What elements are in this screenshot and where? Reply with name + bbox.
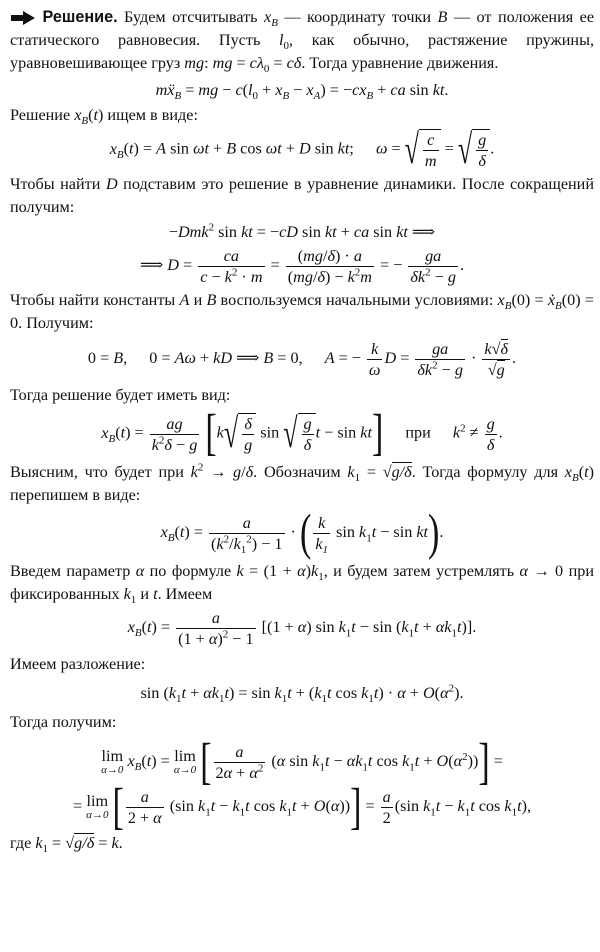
limit-paragraph: Выясним, что будет при $k^2 \to g/\delta$. Обозначим $k_1 = √g/\delta$. Тогда формулу для $x_B(t)$ перепишем в виде:	[10, 461, 594, 504]
find-AB-paragraph: Чтобы найти константы A и B воспользуемся начальными условиями: $x_B(0)$ = ẋ$_B$(0) = 0. Получим:	[10, 291, 594, 332]
equation-form: $x_B(t) = A$ sin ωt + B cos ωt + D sin kt; ω = √ $\frac{c}{m}$ = √ $\frac{g}{\delta}$ .	[109, 126, 495, 173]
result-paragraph: Тогда получим:	[10, 713, 117, 731]
equation-D1: −Dmk$^2$ sin kt = −cD sin kt + ca sin kt ⟹	[168, 221, 436, 241]
equation-alpha: $x_B(t)$ = $\frac{a}{(1 + \alpha)^2 - 1}$ [(1 + α) $\sin k_1t - \sin (k_1t + \alpha k_1t)$].	[127, 609, 477, 648]
equation-D2: ⟹ D = $\frac{ca}{c - k^2 \cdot m}$ = $\frac{(mg/\delta) \cdot a}{(mg/\delta) - k^2m}$ = − $\frac{ga}{\delta k^2 - g}$ .	[140, 247, 464, 286]
equation-solution: $x_B(t)$ = $\frac{ag}{k^2\delta - g}$ [k√ $\frac{\delta}{g}$ sin √ $\frac{g}{\delta}$ t − sin kt] при $k^2$ ≠ $\frac{g}{\delta}$ .	[101, 405, 503, 461]
equation-limit1: lim α→0 $x_B(t)$ = lim α→0 [ $\frac{a}{2\alpha + \alpha^2}$ (α $\sin k_1t - \alpha k_1t$ $\cos k_1t + O(\alpha^2)$)] =	[101, 734, 503, 790]
expansion-paragraph: Имеем разложение:	[10, 655, 146, 673]
arrow-icon	[10, 11, 36, 25]
solution-label: Решение.	[42, 8, 118, 26]
intro-paragraph: Решение. Будем отсчитывать $x_B$ — координату точки B — от положения ее статического равновесия. Пусть $l_0$, как обычно, растяжение пружины, уравновешивающее груз mg: mg = $c\lambda_0 = c\delta$. Тогда уравнение движения.	[10, 8, 595, 76]
solution-page	[10, 6, 594, 855]
equation-motion: mẍ$_B$ = mg − $c(l_0 + x_B - x_A) = -cx_B$ + ca sin kt.	[155, 81, 449, 103]
where-paragraph: где $k_1 = √g/\delta = k$.	[10, 834, 123, 856]
equation-AB: 0 = B, 0 = Aω + kD ⟹ B = 0, A = − $\frac{k}{\omega}$ D = $\frac{ga}{\delta k^2 - g}$ · $\frac{k√\delta}{√g}$ .	[87, 340, 517, 379]
find-D-paragraph: Чтобы найти D подставим это решение в уравнение динамики. После сокращений получим:	[10, 175, 594, 216]
form-paragraph: Решение $x_B(t)$ ищем в виде:	[10, 106, 198, 128]
equation-k1: $x_B(t)$ = $\frac{a}{(k^2/k_1^2) - 1}$ · ( $\frac{k}{k_1}$ $\sin k_1t - \sin kt$).	[160, 505, 444, 561]
equation-expansion: $\sin (k_1t + \alpha k_1t) = \sin k_1t + (k_1t$ $\cos k_1t) \cdot \alpha + O(\alpha^2)$.	[140, 682, 464, 706]
alpha-paragraph: Введем параметр α по формуле $k = (1 + \alpha)k_1$, и будем затем устремлять α → 0 при фиксированных $k_1$ и t. Имеем	[10, 562, 594, 607]
solution-form-paragraph: Тогда решение будет иметь вид:	[10, 386, 231, 404]
equation-limit2: = lim α→0 [ $\frac{a}{2 + \alpha}$ (sin $k_1t - k_1t$ $\cos k_1t + O(\alpha)$)] = $\frac{a}{2}$ (sin $k_1t - k_1t$ $\cos k_1t$),	[72, 779, 531, 835]
